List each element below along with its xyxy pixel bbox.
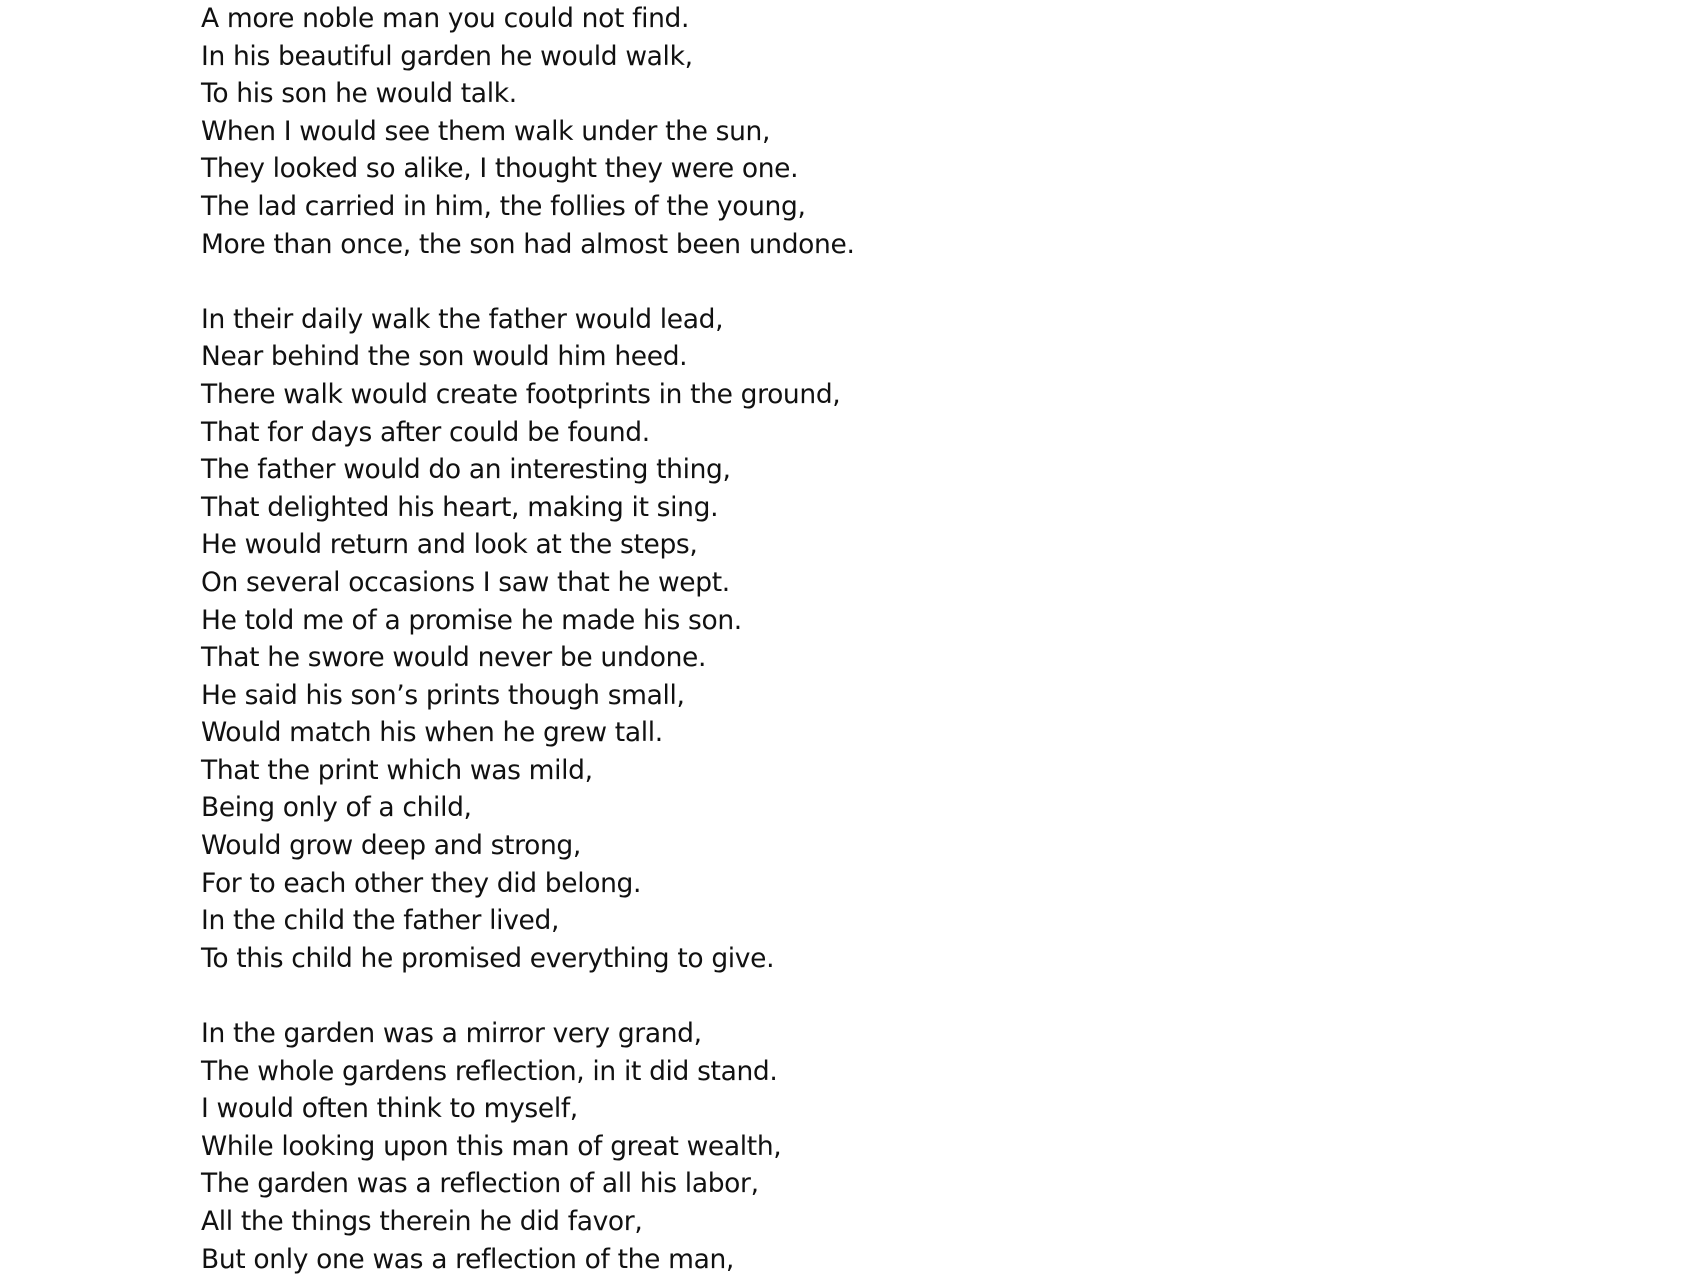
poem-line: While looking upon this man of great wealth, — [201, 1130, 782, 1162]
poem-line: In the child the father lived, — [201, 905, 560, 937]
poem-line: Near behind the son would him heed. — [201, 341, 688, 373]
poem-line: There walk would create footprints in the ground, — [201, 378, 841, 410]
poem-line: When I would see them walk under the sun, — [201, 115, 771, 147]
poem-line: That the print which was mild, — [201, 754, 593, 786]
poem-line: I would often think to myself, — [201, 1093, 578, 1125]
poem-line: To his son he would talk. — [201, 78, 517, 110]
poem-text — [201, 0, 855, 1275]
poem-line: That delighted his heart, making it sing. — [201, 491, 719, 523]
poem-line: The whole gardens reflection, in it did stand. — [201, 1055, 778, 1087]
poem-line: He said his son’s prints though small, — [201, 679, 685, 711]
poem-line: That for days after could be found. — [201, 416, 650, 448]
poem-line: He told me of a promise he made his son. — [201, 604, 742, 636]
stanza-3 — [201, 1015, 855, 1275]
stanza-1 — [201, 0, 855, 263]
poem-line: The father would do an interesting thing, — [201, 454, 731, 486]
poem-line: In their daily walk the father would lead, — [201, 303, 724, 335]
poem-line: But only one was a reflection of the man, — [201, 1243, 734, 1275]
poem-line: Would grow deep and strong, — [201, 830, 581, 862]
stanza-2 — [201, 301, 855, 978]
poem-line: He would return and look at the steps, — [201, 529, 698, 561]
poem-line: More than once, the son had almost been undone. — [201, 228, 855, 260]
stanza-break — [201, 263, 855, 301]
poem-line: They looked so alike, I thought they were one. — [201, 153, 799, 185]
poem-line: In the garden was a mirror very grand, — [201, 1018, 702, 1050]
stanza-break — [201, 977, 855, 1015]
poem-line: A more noble man you could not find. — [201, 3, 690, 34]
poem-line: Would match his when he grew tall. — [201, 717, 663, 749]
poem-line: To this child he promised everything to give. — [201, 942, 775, 974]
poem-line: All the things therein he did favor, — [201, 1206, 643, 1237]
poem-line: The garden was a reflection of all his labor, — [201, 1168, 759, 1200]
poem-line: That he swore would never be undone. — [201, 642, 707, 674]
poem-line: On several occasions I saw that he wept. — [201, 566, 730, 598]
poem-line: The lad carried in him, the follies of the young, — [201, 190, 806, 222]
poem-line: For to each other they did belong. — [201, 867, 642, 899]
poem-line: In his beautiful garden he would walk, — [201, 40, 693, 72]
poem-line: Being only of a child, — [201, 792, 472, 824]
